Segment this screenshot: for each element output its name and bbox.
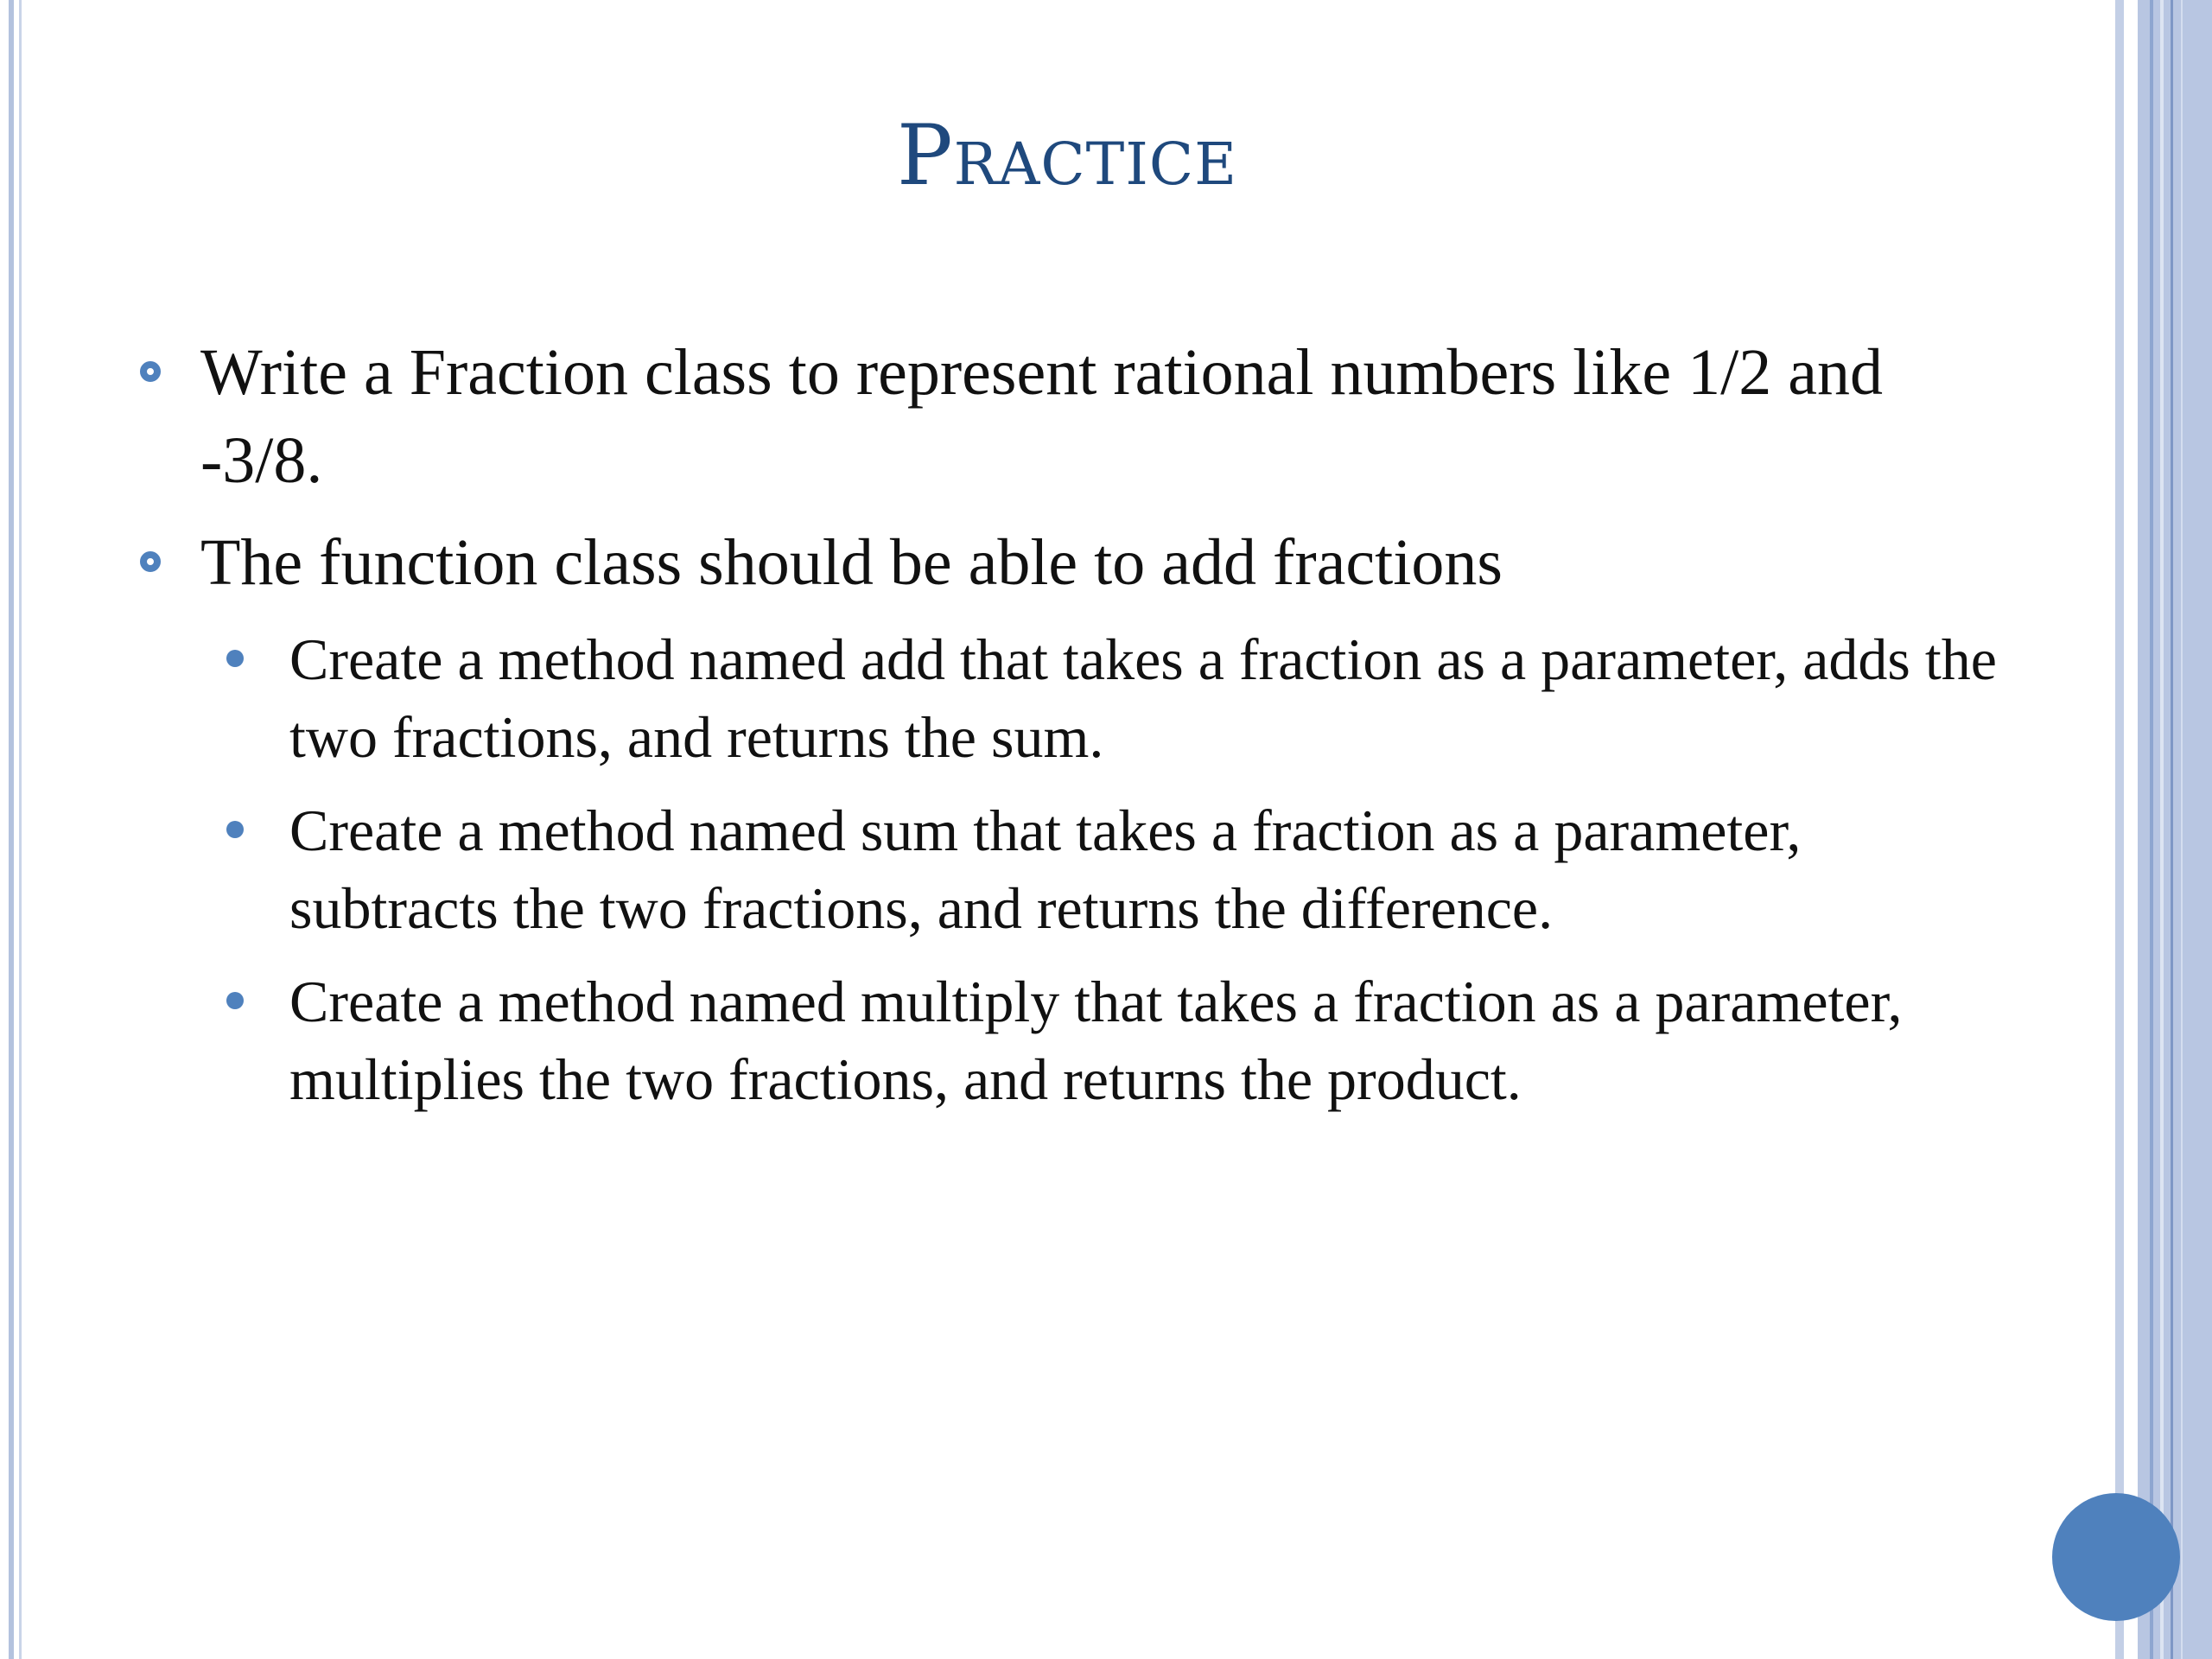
- left-border-line-thin: [19, 0, 22, 1659]
- decorative-circle: [2052, 1493, 2180, 1621]
- right-band-stripe: [2150, 0, 2153, 1659]
- sub-bullet-text: Create a method named multiply that takes a fraction as a parameter, multiplies the two fractions, and returns the product.: [289, 969, 1903, 1112]
- sub-bullet-text: Create a method named add that takes a fraction as a parameter, adds the two fractions, and returns the sum.: [289, 626, 1997, 770]
- slide-body: [130, 328, 2013, 1134]
- hollow-circle-bullet-icon: [140, 361, 161, 382]
- bullet-item: [130, 518, 2013, 607]
- right-border-band: [2138, 0, 2212, 1659]
- sub-bullet-text: Create a method named sum that takes a fraction as a parameter, subtracts the two fractions, and returns the difference.: [289, 798, 1802, 941]
- right-band-stripe: [2160, 0, 2164, 1659]
- dot-bullet-icon: [226, 821, 244, 838]
- dot-bullet-icon: [226, 650, 244, 667]
- sub-bullet-item: [130, 620, 2013, 776]
- hollow-circle-bullet-icon: [140, 551, 161, 572]
- sub-bullet-item: [130, 963, 2013, 1118]
- bullet-item: [130, 328, 2013, 505]
- bullet-text: Write a Fraction class to represent rational numbers like 1/2 and -3/8.: [200, 336, 1883, 497]
- left-border-line: [9, 0, 14, 1659]
- slide-title: Practice: [896, 107, 1238, 204]
- sub-bullet-item: [130, 791, 2013, 947]
- right-band-stripe: [2171, 0, 2173, 1659]
- right-border-line: [2115, 0, 2124, 1659]
- right-band-stripe: [2181, 0, 2183, 1659]
- dot-bullet-icon: [226, 992, 244, 1009]
- bullet-text: The function class should be able to add fractions: [200, 526, 1503, 599]
